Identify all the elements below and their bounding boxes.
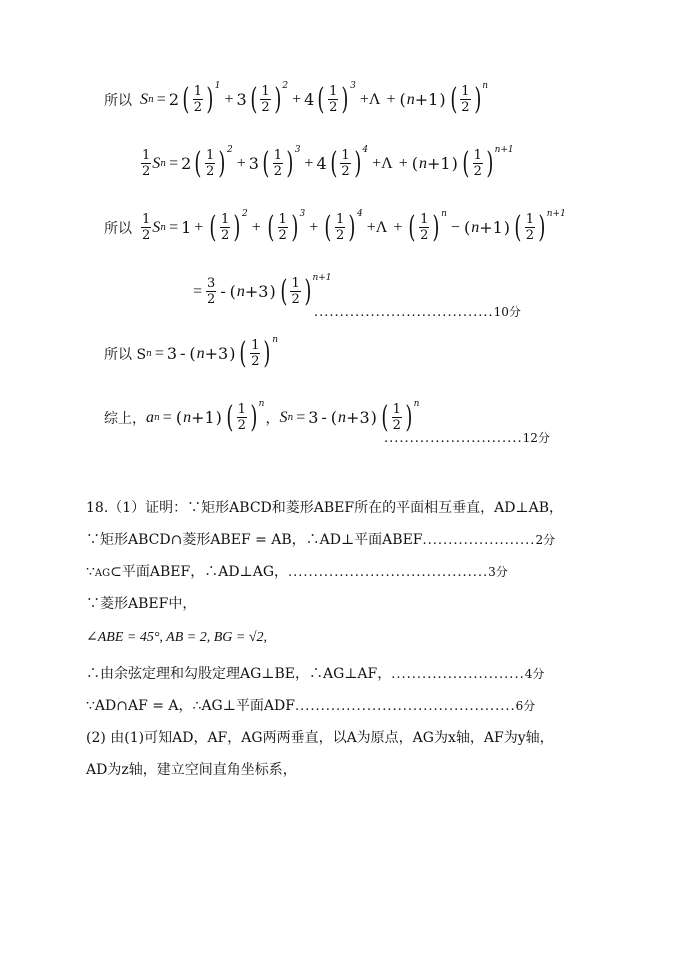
summary-label: 综上，	[104, 410, 146, 427]
sn-equation-1: 所以 S n = 2 ( $\frac{1}{2}$ ) $^1$ + 3 ( $\frac{1}{2}$ ) $^2$ + 4 ( $\frac{1}{2}$ ) $^3$ +Λ + ( n +1 ) ( $\frac{1}{2}$ ) $^n$	[104, 80, 489, 117]
score-line-12	[384, 428, 550, 449]
p18-line-7-dots: ...........................................	[294, 699, 516, 714]
p18-line-5: ∠ABE = 45°, AB = 2, BG = √2,	[86, 630, 268, 645]
p18-line-6	[86, 664, 544, 685]
p18-line-3-pre: ∵	[86, 564, 95, 580]
p18-line-8: (2) 由(1)可知AD，AF，AG两两垂直，以A为原点，AG为x轴，AF为y轴，	[86, 730, 554, 746]
p18-line-7-score: 6分	[515, 699, 536, 713]
leader-dots-12: ...........................	[384, 431, 523, 446]
therefore-sn-label: 所以 S	[104, 346, 147, 363]
half-sn-difference: 所以 $\frac{1}{2}$ S n = 1 + ( $\frac{1}{2}$ ) $^2$ + ( $\frac{1}{2}$ ) $^3$ + ( $\frac{1}{2}$ ) $^4$ +Λ + ( $\frac{1}{2}$ ) $^n$ − ( n +1 ) ( $\frac{1}{2}$ ) $^{n+1}$	[104, 208, 566, 245]
p18-line-6-score: 4分	[524, 667, 545, 681]
p18-line-2-score: 2分	[535, 533, 556, 547]
p18-line-9: AD为z轴，建立空间直角坐标系，	[86, 762, 297, 778]
intro-label-2: 所以	[104, 220, 132, 237]
an-symbol: a	[146, 408, 154, 426]
score-12: 12分	[522, 431, 550, 445]
sn-simplified: = $\frac{3}{2}$ - ( n +3 ) ( $\frac{1}{2}$ ) $^{n+1}$	[193, 272, 332, 309]
leader-dots: ...................................	[314, 305, 494, 320]
p18-line-3-ag: AG	[94, 568, 111, 579]
p18-line-1: 18.（1）证明：∵矩形ABCD和菱形ABEF所在的平面相互垂直，AD⊥AB，	[86, 500, 563, 516]
p18-line-7-text: ∵AD∩AF = A，∴AG⊥平面ADF	[86, 698, 295, 714]
p18-line-6-dots: ..........................	[391, 667, 525, 682]
p18-line-3-score: 3分	[488, 565, 508, 579]
p18-line-2	[86, 530, 555, 551]
p18-line-4: ∵菱形ABEF中，	[86, 596, 197, 612]
summary-line: 综上， a n = ( n +1 ) ( $\frac{1}{2}$ ) $^n$ ， S n = 3 - ( n +3 ) ( $\frac{1}{2}$ ) $^n$	[104, 398, 420, 435]
p18-line-3-text: ⊂平面ABEF，∴AD⊥AG，	[110, 564, 288, 580]
p18-line-2-dots: ......................	[422, 533, 536, 548]
p18-line-3	[86, 562, 508, 584]
p18-line-7	[86, 696, 535, 717]
score-line-10	[314, 302, 521, 323]
half-sn-equation: $\frac{1}{2}$ S n = 2 ( $\frac{1}{2}$ ) $^2$ + 3 ( $\frac{1}{2}$ ) $^3$ + 4 ( $\frac{1}{2}$ ) $^4$ +Λ + ( n +1 ) ( $\frac{1}{2}$ ) $^{n+1}$	[142, 144, 514, 181]
p18-line-2-text: ∵矩形ABCD∩菱形ABEF = AB，∴AD⊥平面ABEF	[86, 532, 423, 548]
sn-result: 所以 S n = 3 - ( n +3 ) ( $\frac{1}{2}$ ) $^n$	[104, 334, 278, 371]
p18-line-6-text: ∴由余弦定理和勾股定理AG⊥BE，∴AG⊥AF，	[86, 666, 392, 682]
intro-label: 所以	[104, 92, 132, 109]
score-10: 10分	[493, 305, 521, 319]
p18-line-3-dots: .......................................	[288, 565, 489, 580]
